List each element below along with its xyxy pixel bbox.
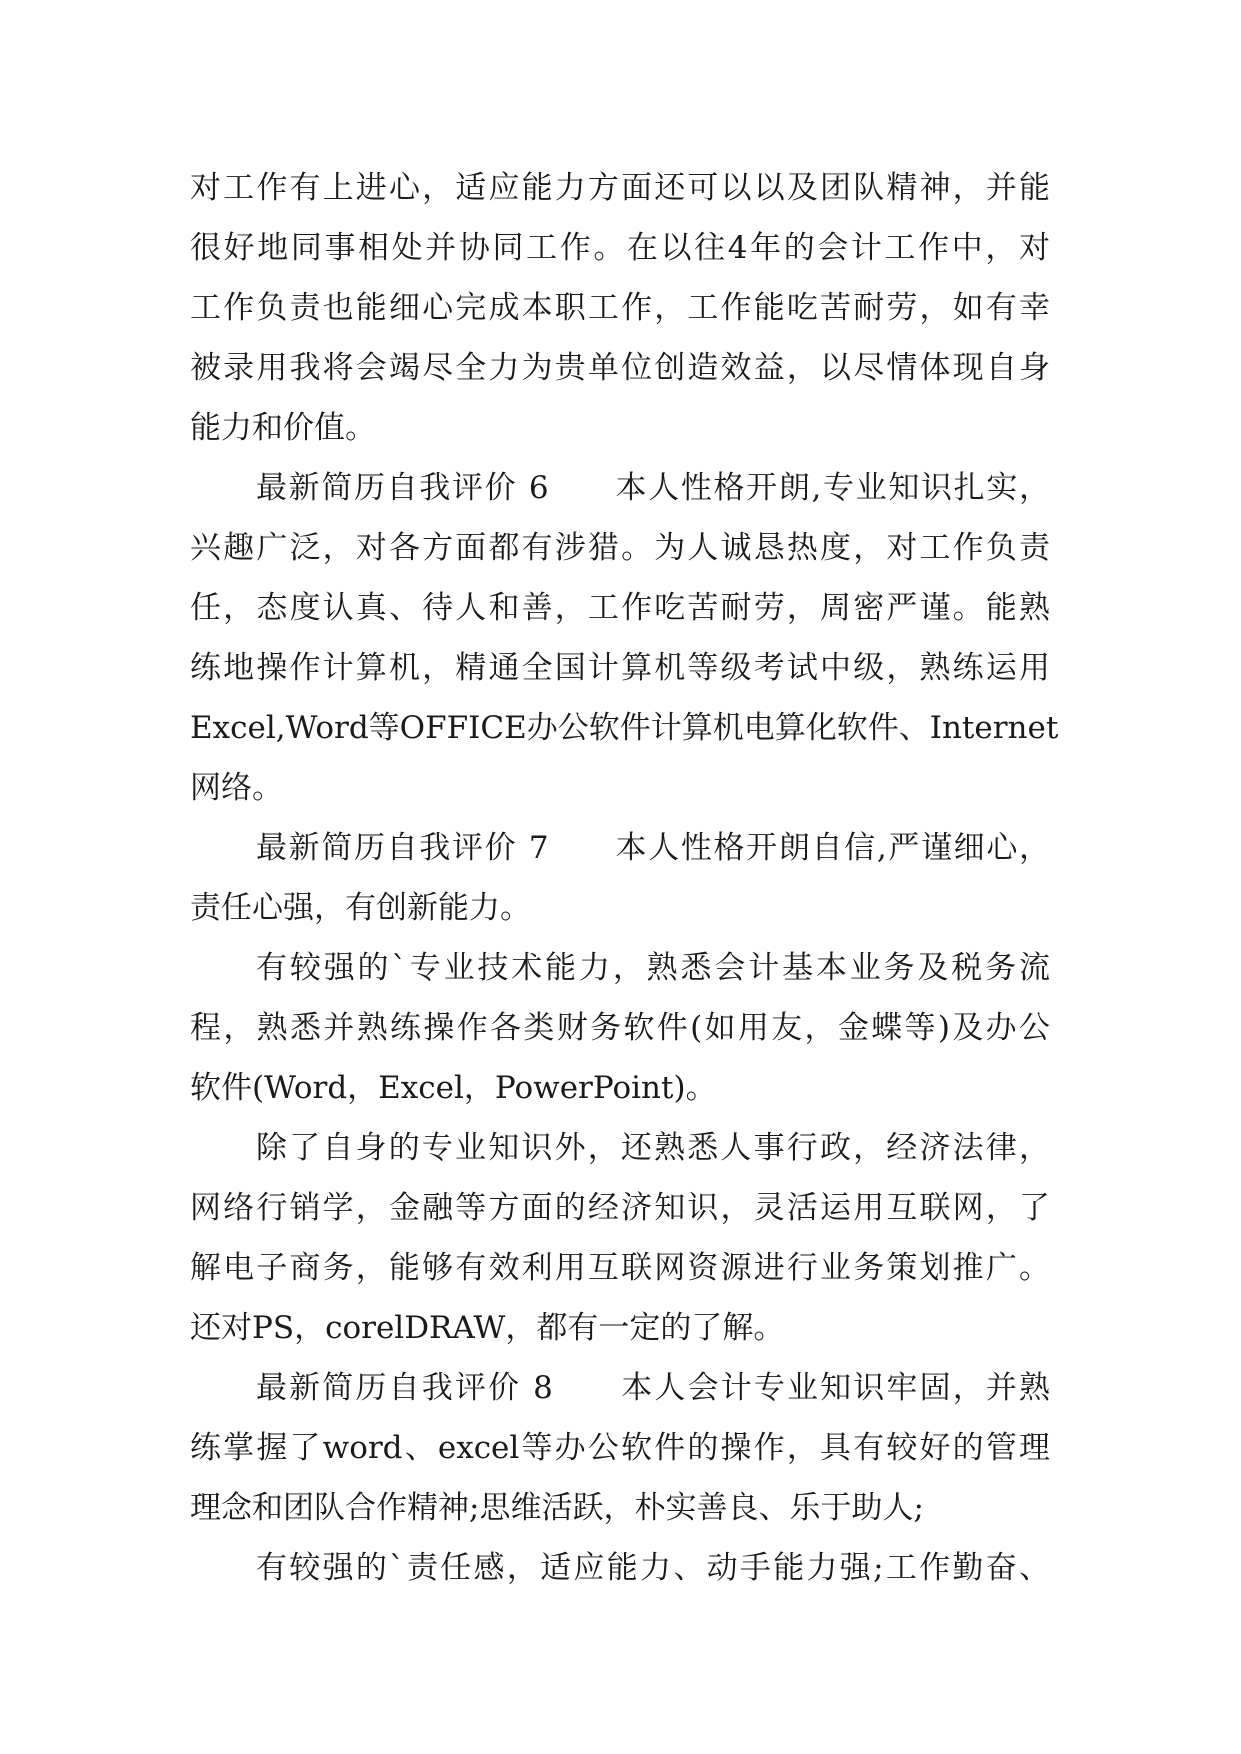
paragraph-start-line: 除了自身的专业知识外，还熟悉人事行政，经济法律， [256,1130,1050,1166]
section-heading-line: 最新简历自我评价 6 本人性格开朗,专业知识扎实， [256,470,1050,506]
text-line: Excel,Word等OFFICE办公软件计算机电算化软件、Internet [190,710,1059,746]
text-line: 理念和团队合作精神;思维活跃，朴实善良、乐于助人; [190,1490,924,1526]
text-line: 任，态度认真、待人和善，工作吃苦耐劳，周密严谨。能熟 [190,590,1050,626]
text-line: 软件(Word，Excel，PowerPoint)。 [190,1070,717,1106]
document-body [190,158,1059,1598]
text-line: 被录用我将会竭尽全力为贵单位创造效益，以尽情体现自身 [190,350,1050,386]
text-line: 练地操作计算机，精通全国计算机等级考试中级，熟练运用 [190,650,1050,686]
text-line: 很好地同事相处并协同工作。在以往4年的会计工作中，对 [190,230,1050,266]
text-line: 解电子商务，能够有效利用互联网资源进行业务策划推广。 [190,1250,1050,1286]
text-line: 网络行销学，金融等方面的经济知识，灵活运用互联网，了 [190,1190,1050,1226]
text-line: 工作负责也能细心完成本职工作，工作能吃苦耐劳，如有幸 [190,290,1050,326]
text-line: 练掌握了word、excel等办公软件的操作，具有较好的管理 [190,1430,1050,1466]
text-line: 责任心强，有创新能力。 [190,890,531,926]
section-heading-line: 最新简历自我评价 7 本人性格开朗自信,严谨细心， [256,830,1050,866]
text-line: 网络。 [190,770,283,806]
paragraph-start-line: 有较强的`专业技术能力，熟悉会计基本业务及税务流 [256,950,1050,986]
paragraph-start-line: 有较强的`责任感，适应能力、动手能力强;工作勤奋、 [256,1550,1050,1586]
section-heading-line: 最新简历自我评价 8 本人会计专业知识牢固，并熟 [256,1370,1050,1406]
text-line: 兴趣广泛，对各方面都有涉猎。为人诚恳热度，对工作负责 [190,530,1050,566]
text-line: 对工作有上进心，适应能力方面还可以以及团队精神，并能 [190,170,1050,206]
text-line: 程，熟悉并熟练操作各类财务软件(如用友，金蝶等)及办公 [190,1010,1050,1046]
text-line: 还对PS，corelDRAW，都有一定的了解。 [190,1310,785,1346]
text-line: 能力和价值。 [190,410,376,446]
